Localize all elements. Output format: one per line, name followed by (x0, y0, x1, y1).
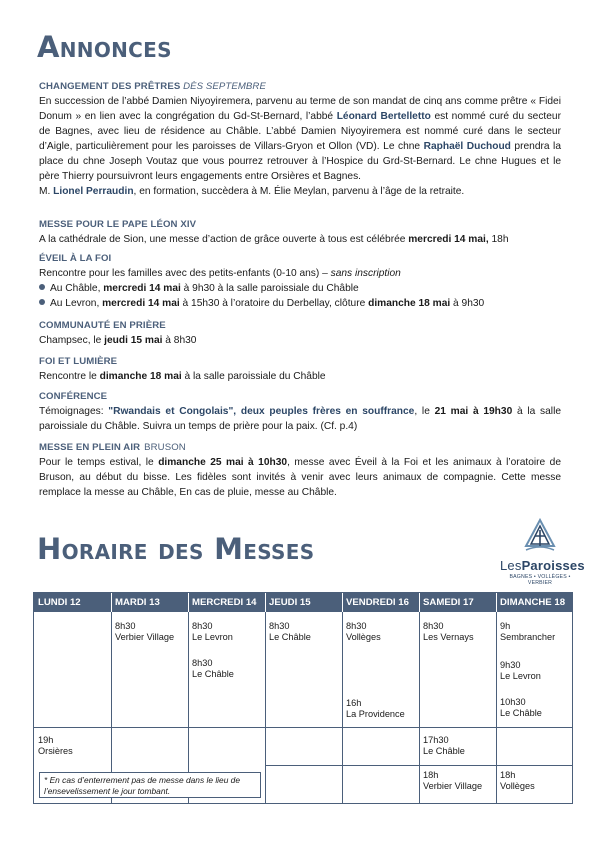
mass-event (500, 697, 542, 719)
day-header-lundi: LUNDI 12 (34, 593, 111, 612)
paragraph (39, 184, 561, 199)
paragraph (39, 333, 561, 348)
logo-word-light: Les (500, 558, 522, 573)
text: Rencontre pour les familles avec des petits-enfants (0-10 ans) (39, 268, 323, 279)
text: à 15h30 à l’oratoire du Derbellay, clôture (179, 298, 369, 309)
mass-time: 18h (423, 770, 439, 780)
mass-time: 17h30 (423, 735, 449, 745)
text: A la cathédrale de Sion, une messe d’action de grâce ouverte à tous est célébrée (39, 234, 409, 245)
row-divider (34, 727, 572, 728)
date-text: dimanche 25 mai à 10h30 (158, 457, 288, 468)
mass-place: Verbier Village (423, 781, 483, 791)
section-changement-pretres (39, 80, 561, 199)
day-header-samedi: SAMEDI 17 (419, 593, 496, 612)
mass-event (38, 735, 73, 757)
paragraph (39, 94, 561, 184)
mass-place: Le Châble (423, 746, 465, 756)
mass-time: 8h30 (423, 621, 444, 631)
mass-time: 18h (500, 770, 516, 780)
conference-title: "Rwandais et Congolais", deux peuples frères en souffrance (108, 406, 415, 417)
day-header-vendredi: VENDREDI 16 (342, 593, 419, 612)
mass-event (346, 698, 405, 720)
mass-event (500, 660, 541, 682)
mass-place: Les Vernays (423, 632, 474, 642)
mass-place: Vollèges (500, 781, 535, 791)
list-item (39, 296, 561, 311)
text: , en formation, succèdera à M. Élie Meylan, parvenu à l’âge de la retraite. (133, 186, 465, 197)
day-header-jeudi: JEUDI 15 (265, 593, 342, 612)
section-heading (39, 80, 561, 94)
mass-event (269, 621, 311, 643)
text: Rencontre le (39, 371, 100, 382)
header-divider (496, 593, 497, 612)
logo-word-bold: Paroisses (521, 558, 585, 573)
text: Pour le temps estival, le (39, 457, 159, 468)
mass-event (423, 770, 482, 792)
page-title: Annonces (37, 30, 172, 64)
section-messe-pape (39, 218, 561, 247)
heading-place: BRUSON (144, 442, 186, 453)
mass-time: 19h (38, 735, 54, 745)
section-foi-lumiere (39, 355, 561, 384)
mass-time: 10h30 (500, 697, 526, 707)
date-text: 21 mai à 19h30 (434, 406, 513, 417)
mass-time: 9h30 (500, 660, 521, 670)
text: à 9h30 (450, 298, 485, 309)
header-divider (111, 593, 112, 612)
paragraph (39, 369, 561, 384)
mass-time: 9h (500, 621, 511, 631)
date-text: dimanche 18 mai (99, 371, 182, 382)
logo-wordmark (500, 558, 585, 573)
date-text: mercredi 14 mai, (408, 234, 489, 245)
mass-event (115, 621, 174, 643)
mass-time: 8h30 (192, 658, 213, 668)
mass-place: Sembrancher (500, 632, 556, 642)
mass-event (346, 621, 381, 643)
paragraph (39, 266, 561, 281)
section-communaute-priere (39, 319, 561, 348)
mass-time: 8h30 (115, 621, 136, 631)
section-messe-plein-air (39, 441, 561, 500)
text: à la salle paroissiale du Châble. Suivra un temps de prière pour la paix. (Cf. p.4) (39, 406, 562, 432)
day-header-mardi: MARDI 13 (111, 593, 188, 612)
column-divider (265, 612, 266, 803)
day-header-mercredi: MERCREDI 14 (188, 593, 265, 612)
text: M. (39, 186, 54, 197)
text: à la salle paroissiale du Châble (181, 371, 326, 382)
paragraph (39, 232, 561, 247)
paragraph (39, 404, 561, 434)
person-name: Raphaël Duchoud (423, 141, 511, 152)
mass-event (423, 735, 465, 757)
heading-subtext: DÈS SEPTEMBRE (183, 81, 266, 92)
section-heading: COMMUNAUTÉ EN PRIÈRE (39, 320, 166, 331)
date-text: dimanche 18 mai (368, 298, 451, 309)
section-heading: MESSE POUR LE PAPE LÉON XIV (39, 219, 197, 230)
text: Au Châble, (50, 283, 104, 294)
text: , le (414, 406, 435, 417)
logo-tagline: BAGNES • VOLLÈGES • VERBIER (509, 574, 571, 586)
column-divider (496, 612, 497, 803)
text: – sans inscription (322, 268, 401, 279)
schedule-title: Horaire des Messes (37, 532, 315, 566)
date-text: jeudi 15 mai (104, 335, 163, 346)
header-divider (419, 593, 420, 612)
text: , messe avec Éveil à la Foi et les animaux à l’oratoire de Bruson, au début du bisse. Les fidèles sont invités à venir avec leurs animaux de compagnie. Cette messe remplace la messe au Châble, En cas de pluie, messe au Châble. (39, 457, 561, 498)
mass-place: Orsières (38, 746, 73, 756)
text: Au Levron, (50, 298, 103, 309)
burial-note: * En cas d’enterrement pas de messe dans le lieu de l’ensevelissement le jour tombant. (39, 772, 261, 798)
paragraph (39, 455, 561, 500)
logo-emblem-icon (523, 518, 557, 556)
person-name: Lionel Perraudin (53, 186, 134, 197)
les-paroisses-logo (500, 518, 585, 588)
date-text: mercredi 14 mai (102, 298, 180, 309)
text: est nommé curé du secteur de Bagnes, avec lieu de résidence au Châble. L’abbé Damien Niyoyiremera est nommé curé dans le secteur d’Aigle, particulièrement pour les paroisses de Villars-Gryon et Ollon (VD). Le chne (39, 111, 561, 152)
mass-time: 8h30 (192, 621, 213, 631)
mass-event (500, 621, 555, 643)
mass-event (500, 770, 535, 792)
mass-time: 8h30 (269, 621, 290, 631)
list-item (39, 281, 561, 296)
day-header-dimanche: DIMANCHE 18 (496, 593, 572, 612)
mass-place: Le Châble (192, 669, 234, 679)
mass-time: 16h (346, 698, 362, 708)
text: prendra la place du chne Joseph Voutaz que vous pourrez retrouver à l’Hospice du Grd-St-Bernard. Le chne Hugues et le père Thierry poursuivront leurs engagements entre Orsières et Bagnes. (39, 141, 561, 182)
mass-event (192, 621, 233, 643)
mass-event (423, 621, 474, 643)
bullet-icon (39, 284, 45, 290)
date-text: mercredi 14 mai (103, 283, 181, 294)
mass-place: Vollèges (346, 632, 381, 642)
section-heading (39, 441, 561, 455)
column-divider (342, 612, 343, 803)
header-divider (188, 593, 189, 612)
text: En succession de l’abbé Damien Niyoyiremera, parvenu au terme de son mandat de cinq ans comme prêtre « Fidei Donum » en lien avec la congrégation du Gd-St-Bernard, l’abbé (39, 96, 561, 122)
bullet-icon (39, 299, 45, 305)
text: Témoignages: (39, 406, 109, 417)
row-divider (265, 765, 572, 766)
text: à 8h30 (162, 335, 197, 346)
mass-place: Le Châble (500, 708, 542, 718)
mass-time: 8h30 (346, 621, 367, 631)
text: 18h (488, 234, 509, 245)
mass-place: Le Levron (500, 671, 541, 681)
mass-event (192, 658, 234, 680)
section-heading: FOI ET LUMIÈRE (39, 356, 118, 367)
heading-text: CHANGEMENT DES PRÊTRES (39, 81, 181, 92)
mass-place: Verbier Village (115, 632, 175, 642)
text: à 9h30 à la salle paroissiale du Châble (180, 283, 359, 294)
text: Champsec, le (39, 335, 105, 346)
section-heading: ÉVEIL À LA FOI (39, 253, 112, 264)
section-eveil-foi (39, 252, 561, 311)
mass-place: La Providence (346, 709, 405, 719)
section-conference (39, 390, 561, 434)
section-heading: CONFÉRENCE (39, 391, 108, 402)
column-divider (419, 612, 420, 803)
mass-place: Le Levron (192, 632, 233, 642)
header-divider (265, 593, 266, 612)
mass-place: Le Châble (269, 632, 311, 642)
person-name: Léonard Bertelletto (336, 111, 431, 122)
header-divider (342, 593, 343, 612)
heading-text: MESSE EN PLEIN AIR (39, 442, 141, 453)
